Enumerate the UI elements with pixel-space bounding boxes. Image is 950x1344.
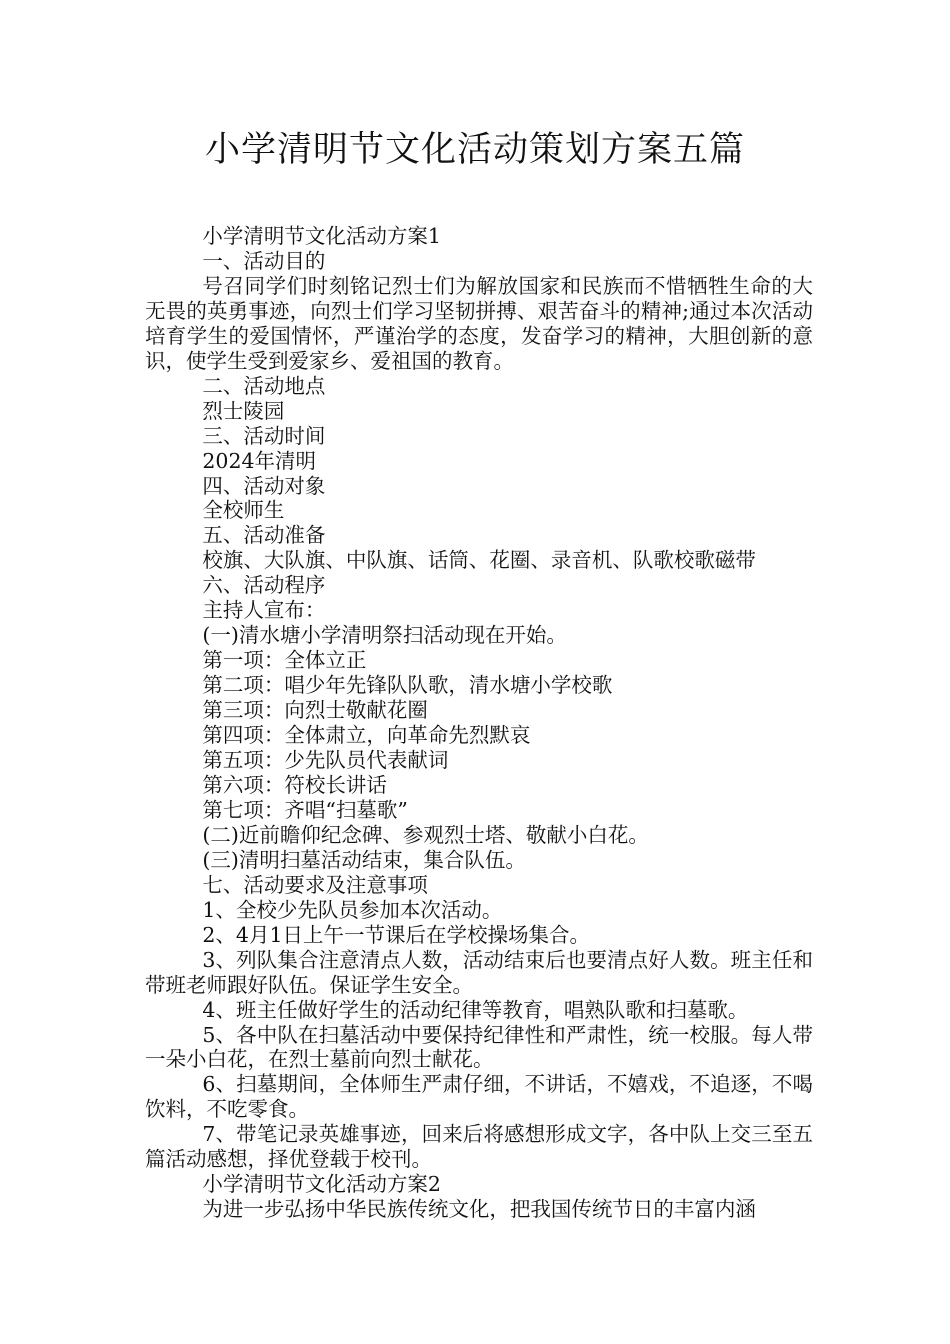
subheading: 二、活动地点: [202, 373, 326, 398]
list-item: 3、列队集合注意清点人数，活动结束后也要清点好人数。班主任和带班老师跟好队伍。保证学生安全。: [145, 947, 813, 997]
list-item: (一)清水塘小学清明祭扫活动现在开始。: [202, 623, 567, 648]
list-item: 第四项：全体肃立，向革命先烈默哀: [202, 723, 531, 748]
list-item: 第六项：符校长讲话: [202, 772, 387, 797]
paragraph: 全校师生: [202, 498, 285, 523]
paragraph: 校旗、大队旗、中队旗、话筒、花圈、录音机、队歌校歌磁带: [202, 548, 756, 573]
list-item: 第一项：全体立正: [202, 648, 367, 673]
list-item: 2、4月1日上午一节课后在学校操场集合。: [202, 922, 591, 947]
list-item: 第三项：向烈士敬献花圈: [202, 698, 428, 723]
list-item: 第五项：少先队员代表献词: [202, 748, 449, 773]
list-item: 1、全校少先队员参加本次活动。: [202, 897, 503, 922]
document-body: [145, 224, 813, 1222]
list-item: 7、带笔记录英雄事迹，回来后将感想形成文字，各中队上交三至五篇活动感想，择优登载于校刊。: [145, 1122, 813, 1172]
list-item: 第七项：齐唱“扫墓歌”: [202, 797, 408, 822]
section-heading: 小学清明节文化活动方案2: [202, 1172, 441, 1197]
subheading: 四、活动对象: [202, 473, 326, 498]
paragraph: 2024年清明: [202, 448, 317, 473]
subheading: 六、活动程序: [202, 573, 326, 598]
paragraph: 主持人宣布：: [202, 598, 326, 623]
list-item: (三)清明扫墓活动结束，集合队伍。: [202, 847, 526, 872]
list-item: 第二项：唱少年先锋队队歌，清水塘小学校歌: [202, 673, 613, 698]
subheading: 五、活动准备: [202, 523, 326, 548]
list-item: 6、扫墓期间，全体师生严肃仔细，不讲话，不嬉戏，不追逐，不喝饮料，不吃零食。: [145, 1072, 813, 1122]
paragraph: 号召同学们时刻铭记烈士们为解放国家和民族而不惜牺牲生命的大无畏的英勇事迹，向烈士们学习坚韧拼搏、艰苦奋斗的精神;通过本次活动培育学生的爱国情怀，严谨治学的态度，发奋学习的精神，大胆创新的意识，使学生受到爱家乡、爱祖国的教育。: [145, 273, 813, 373]
subheading: 一、活动目的: [202, 248, 326, 273]
paragraph: 为进一步弘扬中华民族传统文化，把我国传统节日的丰富内涵: [202, 1197, 756, 1222]
document-title: 小学清明节文化活动策划方案五篇: [204, 130, 745, 170]
list-item: 4、班主任做好学生的活动纪律等教育，唱熟队歌和扫墓歌。: [202, 997, 749, 1022]
paragraph: 烈士陵园: [202, 398, 285, 423]
subheading: 七、活动要求及注意事项: [202, 872, 428, 897]
section-heading: 小学清明节文化活动方案1: [202, 224, 441, 248]
list-item: 5、各中队在扫墓活动中要保持纪律性和严肃性，统一校服。每人带一朵小白花，在烈士墓前向烈士献花。: [145, 1022, 813, 1072]
list-item: (二)近前瞻仰纪念碑、参观烈士塔、敬献小白花。: [202, 822, 649, 847]
subheading: 三、活动时间: [202, 423, 326, 448]
